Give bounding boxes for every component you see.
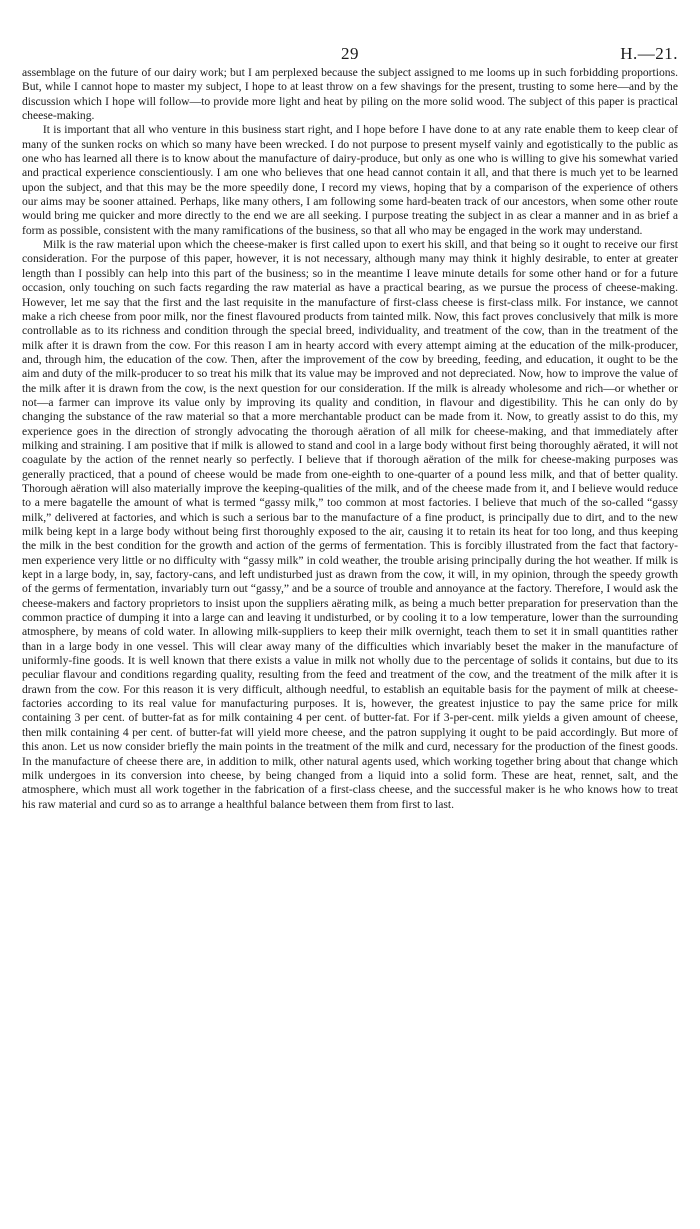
- document-page: [22, 30, 678, 812]
- document-reference: H.—21.: [620, 44, 678, 63]
- body-text: [22, 66, 678, 812]
- running-header: [22, 30, 678, 66]
- paragraph-continued: assemblage on the future of our dairy work; but I am perplexed because the subject assigned to me looms up in such forbidding proportions. But, while I cannot hope to master my subject, I hope to at least throw on a few shavings for the present, trusting to some here—and by the discussion which I hope will follow—to provide more light and heat by piling on the more solid wood. The subject of this paper is practical cheese-making.: [22, 66, 678, 123]
- paragraph: Milk is the raw material upon which the cheese-maker is first called upon to exert his skill, and that being so it ought to receive our first consideration. For the purpose of this paper, however, it is not necessary, although many may think it highly desirable, to enter at greater length than I possibly can help into this part of the business; so in the meantime I leave minute details for some other hand or for a future occasion, only touching on such facts regarding the raw material as have a practical bearing, as we pursue the process of cheese-making. However, let me say that the first and the last requisite in the manufacture of first-class cheese is first-class milk. For instance, we cannot make a rich cheese from poor milk, nor the finest flavoured products from tainted milk. Now, this fact proves conclusively that milk is more controllable as to its richness and condition through the special breed, individuality, and treatment of the cow, than in the treatment of the milk after it is drawn from the cow. For this reason I am in hearty accord with every attempt aiming at the education of the milk-producer, and, through him, the education of the cow. Then, after the improvement of the cow by breeding, feeding, and education, it ought to be the aim and duty of the milk-producer to so treat his milk that its value may be improved and not depreciated. Now, how to improve the value of the milk after it is drawn from the cow, is the next question for our consideration. If the milk is already wholesome and rich—or whether or not—a farmer can improve its value only by improving its quality and condition, in flavour and digestibility. This he can only do by changing the substance of the raw material so that a more merchantable product can be made from it. Now, to greatly assist to do this, my experience goes in the direction of strongly advocating the thorough aëration of all milk for cheese-making, and that immediately after milking and straining. I am positive that if milk is allowed to stand and cool in a large body without first being thoroughly aërated, it will not coagulate by the action of the rennet nearly so perfectly. I believe that if thorough aëration of the milk for cheese-making purposes was generally practiced, that a pound of cheese would be made from one-eighth to one-quarter of a pound less milk, and that of better quality. Thorough aëration will also materially improve the keeping-qualities of the milk, and of the cheese made from it, and I believe would reduce to a mere bagatelle the amount of what is termed “gassy milk,” too common at most factories. I believe that much of the so-called “gassy milk,” delivered at factories, and which is such a serious bar to the manufacture of a fine product, is principally due to dirt, and to the new milk being kept in a large body without being first thoroughly exposed to the air, causing it to retain its heat for too long, and thus keeping the milk in the best condition for the growth and action of the germs of fermentation. This is forcibly illustrated from the fact that factory-men experience very little or no difficulty with “gassy milk” in cold weather, the trouble arising principally during the hot weather. If milk is kept in a large body, in, say, factory-cans, and left undisturbed just as drawn from the cow, it will, in my opinion, through the speedy growth of the germs of fermentation, invariably turn out “gassy,” and be a source of trouble and annoyance at the factory. Therefore, I would ask the cheese-makers and factory proprietors to insist upon the suppliers aërating milk, as being a much better preparation for preservation than the common practice of dumping it into a large can and leaving it undisturbed, or by cooling it to a low temperature, lower than the surrounding atmosphere, by means of cold water. In allowing milk-suppliers to keep their milk overnight, teach them to set it in small quantities rather than in a large body in one vessel. This will clear away many of the difficulties which invariably beset the maker in the manufacture of uniformly-fine goods. It is well known that there exists a value in milk not wholly due to the percentage of solids it contains, but due to its peculiar flavour and conditions regarding quality, resulting from the feed and treatment of the cow, and the treatment of the milk after it is drawn from the cow. For this reason it is very difficult, although needful, to establish an equitable basis for the payment of milk at cheese-factories according to its real value for manufacturing purposes. It is, however, the greatest injustice to pay the same price for milk containing 3 per cent. of butter-fat as for milk containing 4 per cent. of butter-fat. For if 3-per-cent. milk yields a given amount of cheese, then milk containing 4 per cent. of butter-fat will yield more cheese, and the patron supplying it ought to be paid accordingly. But more of this anon. Let us now consider briefly the main points in the treatment of the milk and curd, necessary for the production of the finest goods. In the manufacture of cheese there are, in addition to milk, other natural agents used, which working together bring about that change which milk undergoes in its conversion into cheese, by being changed from a liquid into a solid form. These are heat, rennet, salt, and the atmosphere, which must all work together in the fabrication of a first-class cheese, and the successful maker is he who knows how to treat his raw material and curd so as to arrange a healthful balance between them from first to last.: [22, 238, 678, 811]
- page-number: 29: [341, 44, 359, 63]
- paragraph: It is important that all who venture in this business start right, and I hope before I have done to at any rate enable them to keep clear of many of the sunken rocks on which so many have been wrecked. I do not purpose to present myself vainly and egotistically to the public as one who has learned all there is to know about the manufacture of dairy-produce, but only as one who is willing to give his somewhat varied and practical experience conscientiously. I am one who believes that one head cannot contain it all, and that there is much yet to be learned upon the subject, and that this may be the more speedily done, I record my views, hoping that by a comparison of the experience of others our aims may be sooner attained. Perhaps, like many others, I am following some hard-beaten track of our ancestors, when some other route would bring me quicker and more directly to the end we are all seeking. I purpose treating the subject in as clear a manner and in as brief a form as possible, consistent with the many ramifications of the business, so that all who may be engaged in the work may understand.: [22, 123, 678, 237]
